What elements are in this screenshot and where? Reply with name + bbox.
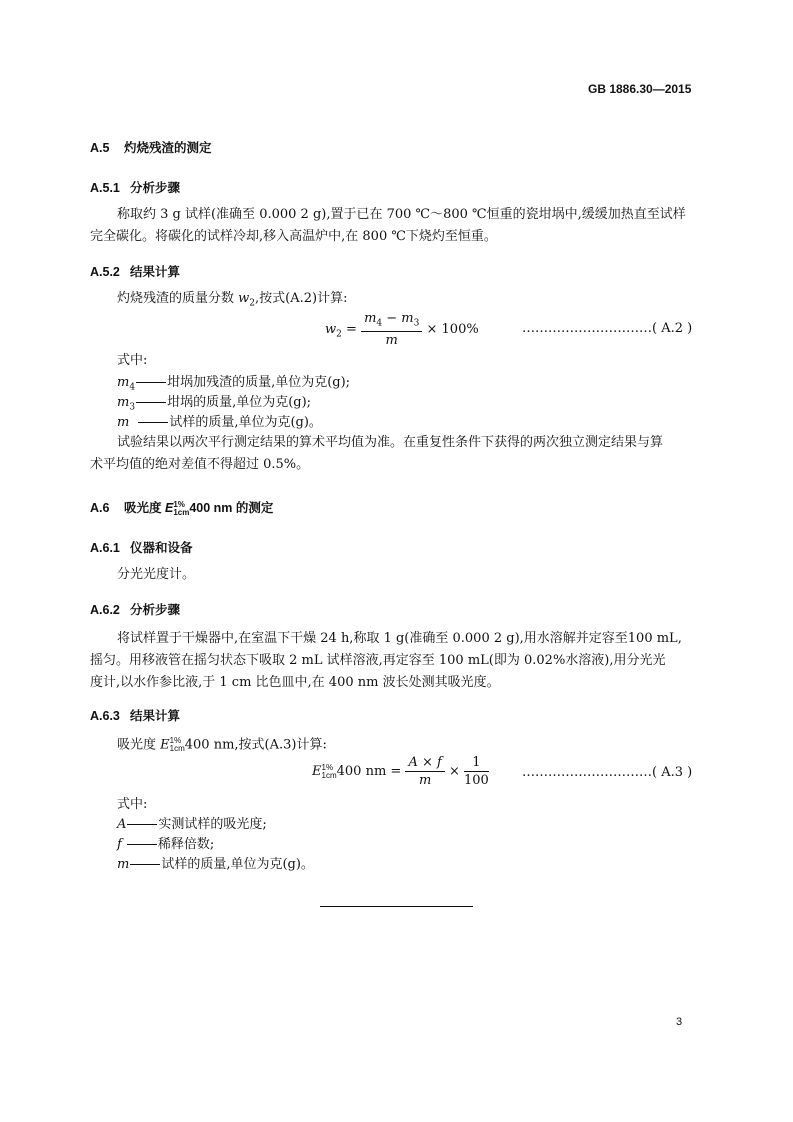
paragraph-line: 称取约 3 g 试样(准确至 0.000 2 g),置于已在 700 ℃～800 ℃恒重的瓷坩埚中,缓缓加热直至试样 (117, 207, 686, 222)
section-a5-heading (90, 138, 212, 156)
section-number: A.6.2 (90, 603, 120, 617)
section-a6-1-heading (90, 538, 193, 556)
fraction: $\frac{1}{100}$ (463, 755, 489, 788)
formula-intro: 灼烧残渣的质量分数 $w_2$,按式(A.2)计算: (117, 291, 348, 309)
fraction: $\frac{A \times f}{m}$ (405, 756, 444, 787)
where-label: 式中: (117, 797, 148, 812)
section-number: A.5.1 (90, 181, 120, 195)
section-title: 结果计算 (130, 265, 181, 279)
equation-reference: …………………………( A.2 ) (522, 321, 693, 336)
end-rule (320, 906, 473, 907)
fraction: $\frac{m_4 - m_3}{m}$ (361, 312, 422, 347)
section-title: 分析步骤 (130, 603, 181, 617)
definition-item: m 试样的质量,单位为克(g)。 (117, 415, 322, 430)
paragraph-line: 分光光度计。 (117, 567, 196, 582)
definition-item: A 实测试样的吸光度; (117, 817, 267, 832)
definition-item: $m_3$ 坩埚的质量,单位为克(g); (117, 395, 312, 413)
section-number: A.6.3 (90, 709, 120, 723)
section-a5-2-heading (90, 262, 180, 280)
equation-reference: …………………………( A.3 ) (522, 765, 693, 780)
formula-intro: 吸光度 E 1% 1cm 400 nm,按式(A.3)计算: (117, 736, 327, 753)
section-title: 结果计算 (130, 709, 181, 723)
paragraph-line: 度计,以水作参比液,于 1 cm 比色皿中,在 400 nm 波长处测其吸光度。 (90, 675, 500, 690)
section-a6-3-heading (90, 706, 180, 724)
standard-number: GB 1886.30—2015 (588, 82, 692, 96)
paragraph-line: 试验结果以两次平行测定结果的算术平均值为准。在重复性条件下获得的两次独立测定结果与算 (117, 435, 664, 450)
definition-item: $m_4$ 坩埚加残渣的质量,单位为克(g); (117, 375, 351, 393)
section-number: A.5 (90, 141, 110, 155)
section-title: 灼烧残渣的测定 (124, 141, 212, 155)
section-number: A.6.1 (90, 541, 120, 555)
section-a6-heading: A.6 吸光度 E 1% 1cm 400 nm 的测定 (90, 499, 274, 517)
equation-a2: $w_2$ = $\frac{m_4 - m_3}{m}$ × 100% (325, 311, 479, 348)
paragraph-line: 完全碳化。将碳化的试样冷却,移入高温炉中,在 800 ℃下烧灼至恒重。 (90, 229, 497, 244)
equation-a3: E 1% 1cm 400 nm = $\frac{A \times f}{m}$ × $\frac{1}{100}$ (312, 755, 489, 788)
where-label: 式中: (117, 353, 148, 368)
section-number: A.5.2 (90, 265, 120, 279)
paragraph-line: 摇匀。用移液管在摇匀状态下吸取 2 mL 试样溶液,再定容至 100 mL(即为 0.02%水溶液),用分光光 (90, 653, 666, 668)
section-a6-2-heading (90, 600, 180, 618)
section-number: A.6 (90, 501, 110, 515)
definition-item: m 试样的质量,单位为克(g)。 (117, 857, 314, 872)
definition-item: f 稀释倍数; (117, 837, 215, 852)
section-title: 仪器和设备 (130, 541, 193, 555)
page-number: 3 (676, 1016, 683, 1028)
paragraph-line: 术平均值的绝对差值不得超过 0.5%。 (90, 457, 310, 472)
section-a5-1-heading (90, 178, 180, 196)
paragraph-line: 将试样置于干燥器中,在室温下干燥 24 h,称取 1 g(准确至 0.000 2 g),用水溶解并定容至100 mL, (117, 631, 682, 646)
section-title: 分析步骤 (130, 181, 181, 195)
